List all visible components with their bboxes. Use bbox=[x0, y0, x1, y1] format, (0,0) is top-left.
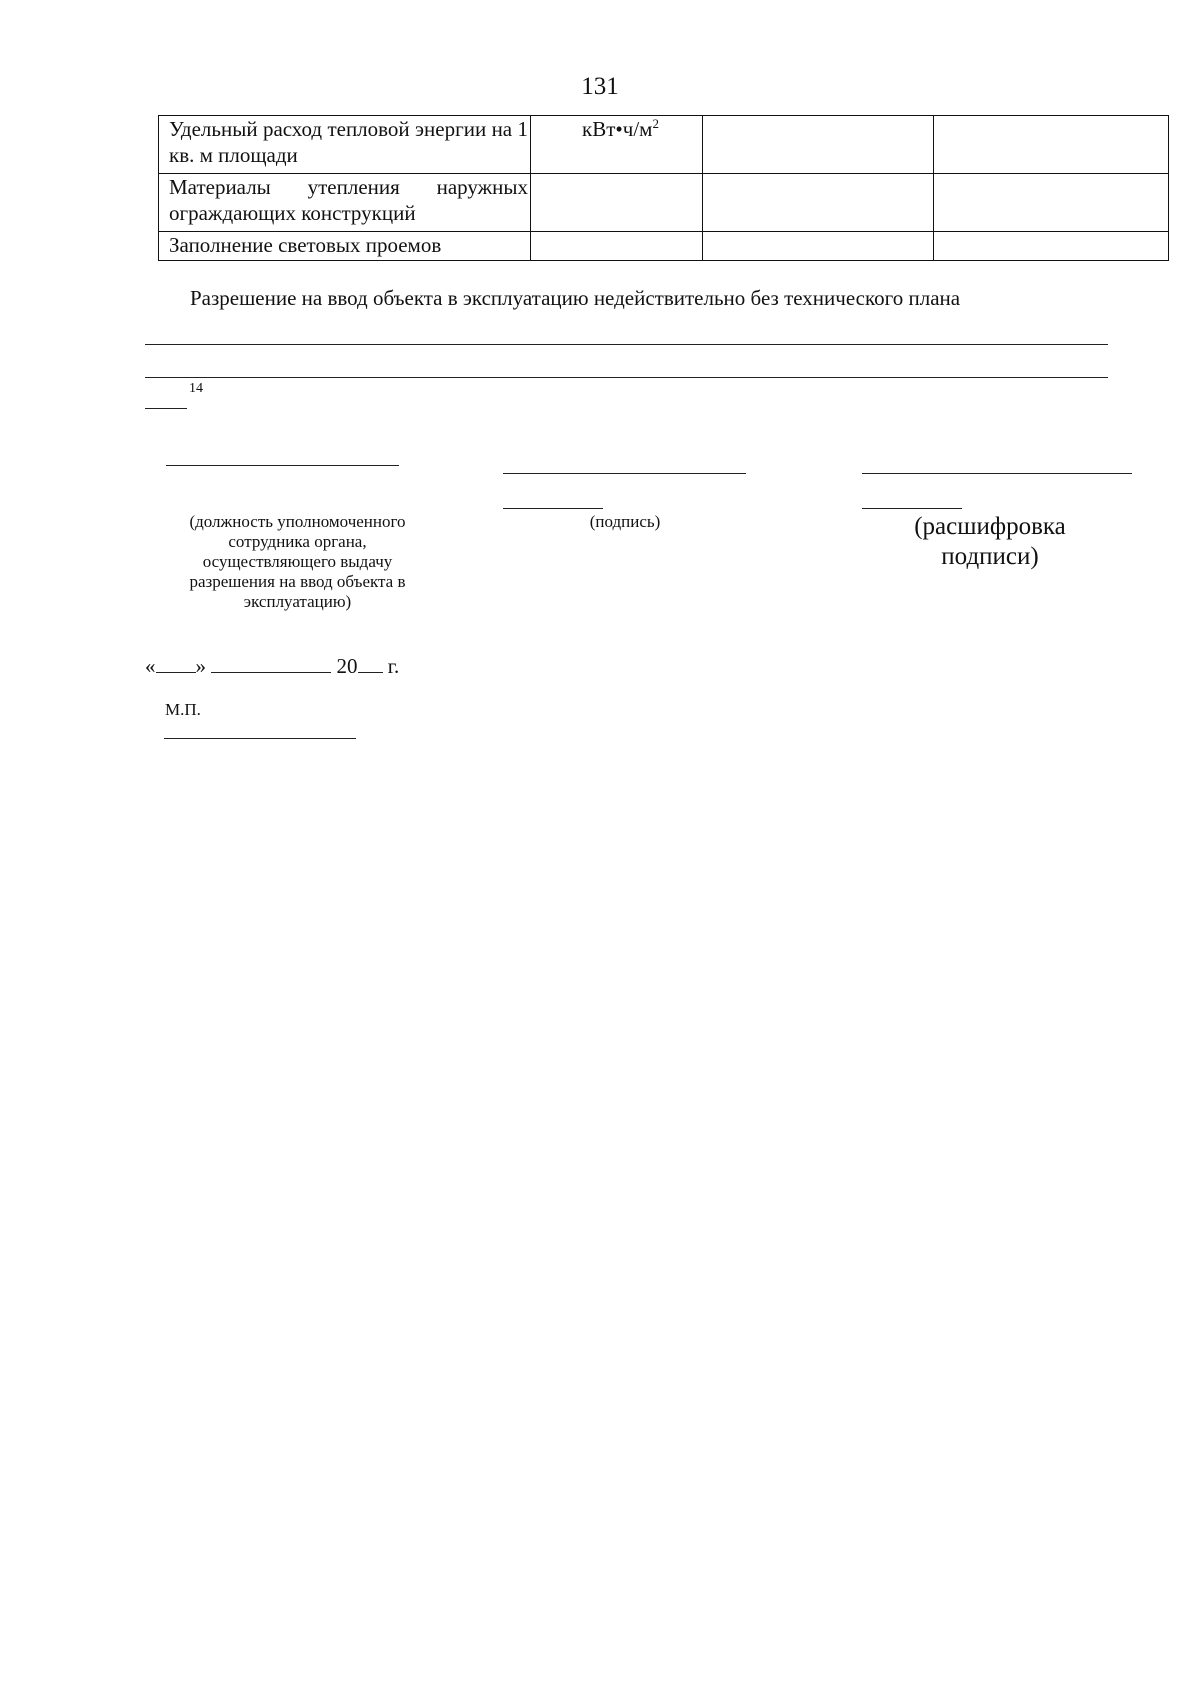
date-year-prefix: 20 bbox=[336, 654, 358, 678]
value-cell-actual bbox=[934, 116, 1169, 174]
table-row bbox=[159, 116, 1169, 174]
date-month-blank[interactable] bbox=[211, 652, 331, 673]
unit-cell bbox=[531, 232, 703, 261]
unit-superscript: 2 bbox=[652, 116, 659, 131]
value-cell-design bbox=[703, 116, 934, 174]
date-year-blank[interactable] bbox=[358, 652, 383, 673]
date-field bbox=[145, 652, 399, 679]
page-number: 131 bbox=[581, 73, 619, 100]
footnote-separator bbox=[145, 408, 187, 409]
decoding-line[interactable] bbox=[862, 473, 1132, 474]
value-cell-actual bbox=[934, 174, 1169, 232]
signature-caption: (подпись) bbox=[589, 512, 661, 531]
row-label: Заполнение световых проемов bbox=[159, 232, 531, 261]
statement-text: Разрешение на ввод объекта в эксплуатацию недействительно без технического плана bbox=[190, 286, 961, 310]
blank-line[interactable] bbox=[145, 377, 1108, 378]
decoding-line-short bbox=[862, 508, 962, 509]
footnote-marker: 14 bbox=[189, 381, 203, 396]
building-parameters-table bbox=[158, 115, 1169, 261]
signature-line[interactable] bbox=[503, 473, 746, 474]
unit-cell bbox=[531, 174, 703, 232]
signature-line-short bbox=[503, 508, 603, 509]
stamp-line[interactable] bbox=[164, 738, 356, 739]
unit-text: кВт•ч/м bbox=[582, 117, 653, 141]
date-close-quote: » bbox=[195, 654, 206, 678]
row-label: Удельный расход тепловой энергии на 1 кв. м площади bbox=[159, 116, 531, 174]
date-year-suffix: г. bbox=[387, 654, 400, 678]
date-day-blank[interactable] bbox=[156, 652, 196, 673]
value-cell-design bbox=[703, 232, 934, 261]
value-cell-actual bbox=[934, 232, 1169, 261]
table-row bbox=[159, 174, 1169, 232]
decoding-caption: (расшифровка подписи) bbox=[914, 513, 1066, 570]
date-open-quote: « bbox=[145, 654, 156, 678]
table-row bbox=[159, 232, 1169, 261]
blank-line[interactable] bbox=[145, 344, 1108, 345]
position-caption: (должность уполномоченного сотрудника органа, осуществляющего выдачу разрешения на ввод объекта в эксплуатацию) bbox=[189, 512, 406, 611]
unit-cell bbox=[531, 116, 703, 174]
stamp-label: М.П. bbox=[165, 700, 201, 719]
position-line[interactable] bbox=[166, 465, 399, 466]
value-cell-design bbox=[703, 174, 934, 232]
row-label: Материалы утепления наружных ограждающих конструкций bbox=[159, 174, 531, 232]
